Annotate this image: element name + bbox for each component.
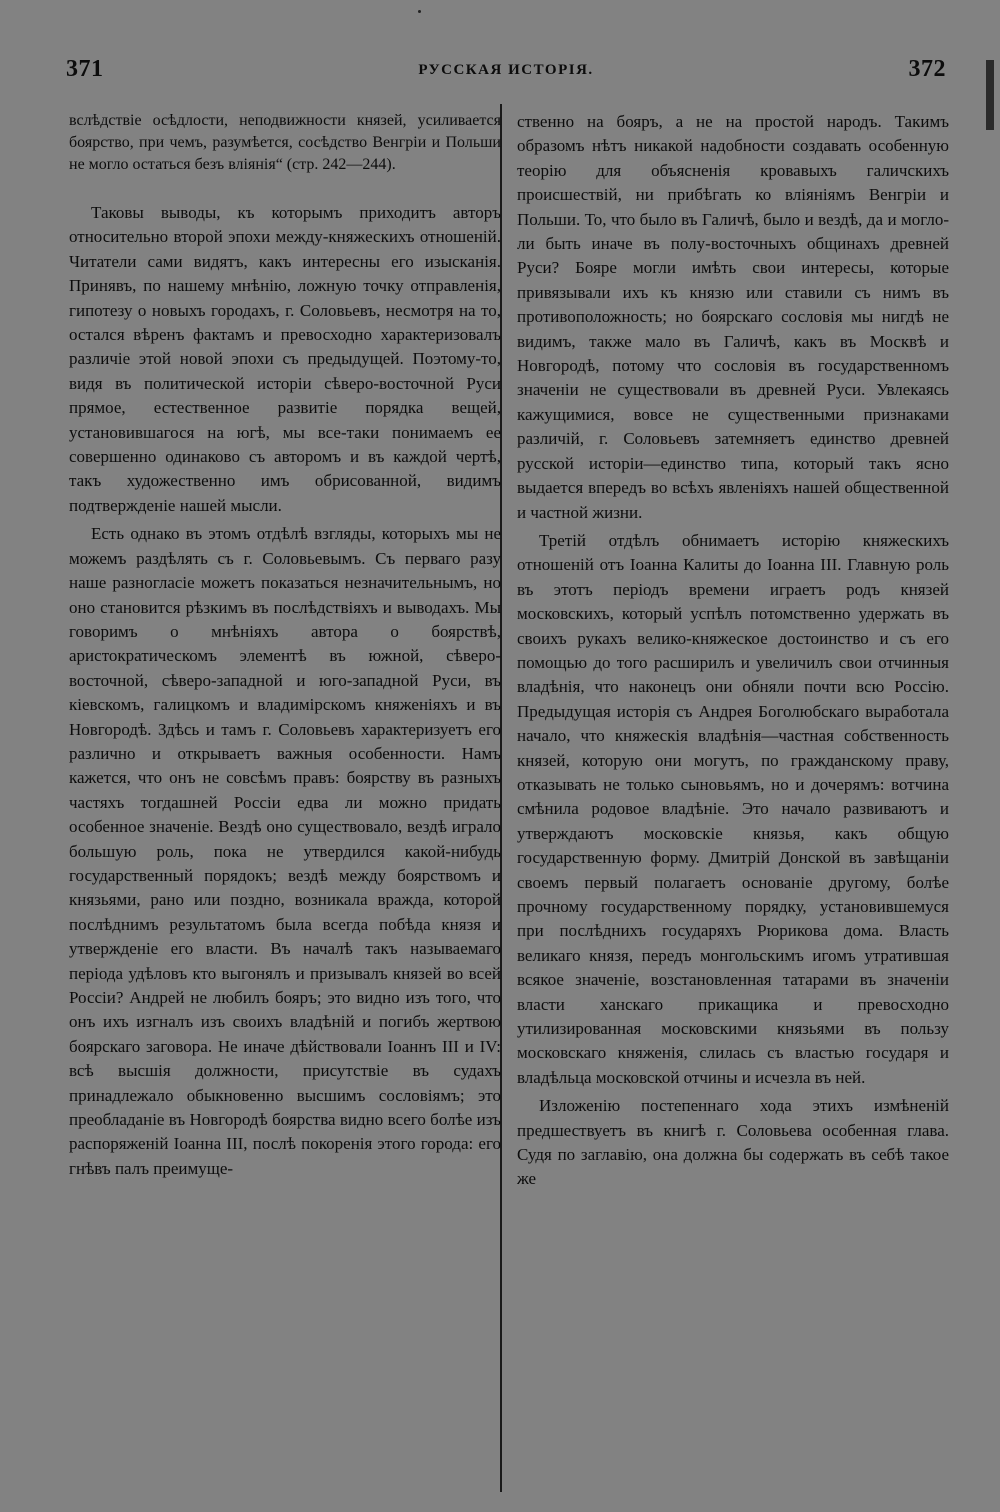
page-number-left: 371: [66, 56, 104, 82]
page-number-right: 372: [908, 56, 946, 82]
paragraph-continued: ственно на бояръ, а не на простой народъ. Такимъ образомъ нѣтъ никакой надобности создавать особенную теорію для объясненія кровавыхъ галичскихъ происшествій, ни прибѣгать ко вліяніямъ Венгріи и Польши. То, что было въ Галичѣ, было и вездѣ, да и могло-ли быть иначе въ полу-восточныхъ общинахъ древней Руси? Бояре могли имѣть свои интересы, которые привязывали ихъ къ князю или ставили съ нимъ въ противоположность; но боярскаго сословія мы нигдѣ не видимъ, также мало въ Галичѣ, какъ въ Москвѣ и Новгородѣ, потому что сословія въ государственномъ значеніи не существовали въ древней Руси. Увлекаясь кажущимися, вовсе не существенными признаками различій, г. Соловьевъ затемняетъ единство древней русской исторіи—единство типа, который такъ ясно выдается впередъ во всѣхъ явленіяхъ нашей общественной и частной жизни.: [517, 112, 949, 522]
running-header: [66, 56, 946, 90]
running-title: РУССКАЯ ИСТОРІЯ.: [418, 62, 594, 78]
right-column: [517, 110, 949, 1490]
paragraph: Есть однако въ этомъ отдѣлѣ взгляды, которыхъ мы не можемъ раздѣлять съ г. Соловьевымъ. Съ перваго разу наше разногласіе можетъ показаться незначительнымъ, но оно становится рѣзкимъ въ послѣдствіяхъ и выводахъ. Мы говоримъ о мнѣніяхъ автора о боярствѣ, аристократическомъ элементѣ въ южной, сѣверо-восточной, сѣверо-западной и юго-западной Руси, въ кіевскомъ, галицкомъ и владимірскомъ княженіяхъ и въ Новгородѣ. Здѣсь и тамъ г. Соловьевъ характеризуетъ его различно и открываетъ важныя особенности. Намъ кажется, что онъ не совсѣмъ правъ: боярству въ разныхъ частяхъ тогдашней Россіи едва ли можно придать особенное значеніе. Вездѣ оно существовало, вездѣ играло большую роль, пока не утвердился какой-нибудь государственный порядокъ; вездѣ между боярствомъ и князьями, рано или поздно, возникала вражда, которой послѣднимъ результатомъ была всегда побѣда князя и утвержденіе его власти. Въ началѣ такъ называемаго періода удѣловъ кто выгонялъ и призывалъ князей во всей Россіи? Андрей не любилъ бояръ; это видно изъ того, что онъ ихъ изгналъ изъ своихъ владѣній и погибъ жертвою боярскаго заговора. Не иначе дѣйствовали Іоаннъ III и IV: всѣ высшія должности, присутствіе въ судахъ принадлежало обыкновенно высшимъ сословіямъ; это преобладаніе въ Новгородѣ боярства видно всего болѣе изъ распоряженій Іоанна III, послѣ покоренія этого города: его гнѣвъ палъ преимуще-: [69, 524, 501, 1178]
left-column: [69, 110, 501, 1490]
paragraph: Таковы выводы, къ которымъ приходитъ авторъ относительно второй эпохи между-княжескихъ отношеній. Читатели сами видятъ, какъ интересны его изысканія. Принявъ, по нашему мнѣнію, ложную точку отправленія, гипотезу о новыхъ городахъ, г. Соловьевъ, несмотря на то, остался вѣренъ фактамъ и превосходно характеризовалъ различіе этой новой эпохи съ предыдущей. Поэтому-то, видя въ политической исторіи сѣверо-восточной Руси прямое, естественное развитіе порядка вещей, установившагося на югѣ, мы все-таки понимаемъ ее совершенно одинаково съ авторомъ и въ каждой чертѣ, такъ художественно имъ обрисованной, видимъ подтвержденіе нашей мысли.: [69, 203, 501, 515]
scan-edge-mark: [986, 60, 994, 130]
paragraph: Изложенію постепеннаго хода этихъ измѣненій предшествуетъ въ книгѣ г. Соловьева особенная глава. Судя по заглавію, она должна бы содержать въ себѣ такое же: [517, 1096, 949, 1189]
quote-block: вслѣдствіе осѣдлости, неподвижности князей, усиливается боярство, при чемъ, разумѣется, сосѣдство Венгріи и Польши не могло остаться безъ вліянія“ (стр. 242—244).: [69, 112, 501, 173]
paragraph: Третій отдѣлъ обнимаетъ исторію княжескихъ отношеній отъ Іоанна Калиты до Іоанна III. Главную роль въ этотъ періодъ времени играетъ родъ князей московскихъ, который успѣлъ потомственно удержать въ своихъ рукахъ велико-княжеское достоинство и съ его помощью до того расширилъ и увеличилъ свои отчинныя владѣнія, что наконецъ они обняли почти всю Россію. Предыдущая исторія съ Андрея Боголюбскаго выработала начало, что княжескія владѣнія—частная собственность князей, которую они могутъ, по гражданскому праву, отказывать не только сыновьямъ, но и дочерямъ: вотчина смѣнила родовое владѣніе. Это начало развиваютъ и утверждаютъ московскіе князья, какъ общую государственную форму. Дмитрій Донской въ завѣщаніи своемъ первый полагаетъ основаніе другому, болѣе прочному государственному порядку, установившемуся при послѣднихъ государяхъ Рюрикова дома. Власть великаго князя, передъ монгольскимъ игомъ утратившая всякое значеніе, возстановленная татарами въ значеніи власти ханскаго прикащика и превосходно утилизированная московскими князьями въ пользу московскаго княженія, слилась съ властью государя и владѣльца московской отчины и исчезла въ ней.: [517, 530, 949, 1087]
scan-speck: [418, 10, 421, 13]
